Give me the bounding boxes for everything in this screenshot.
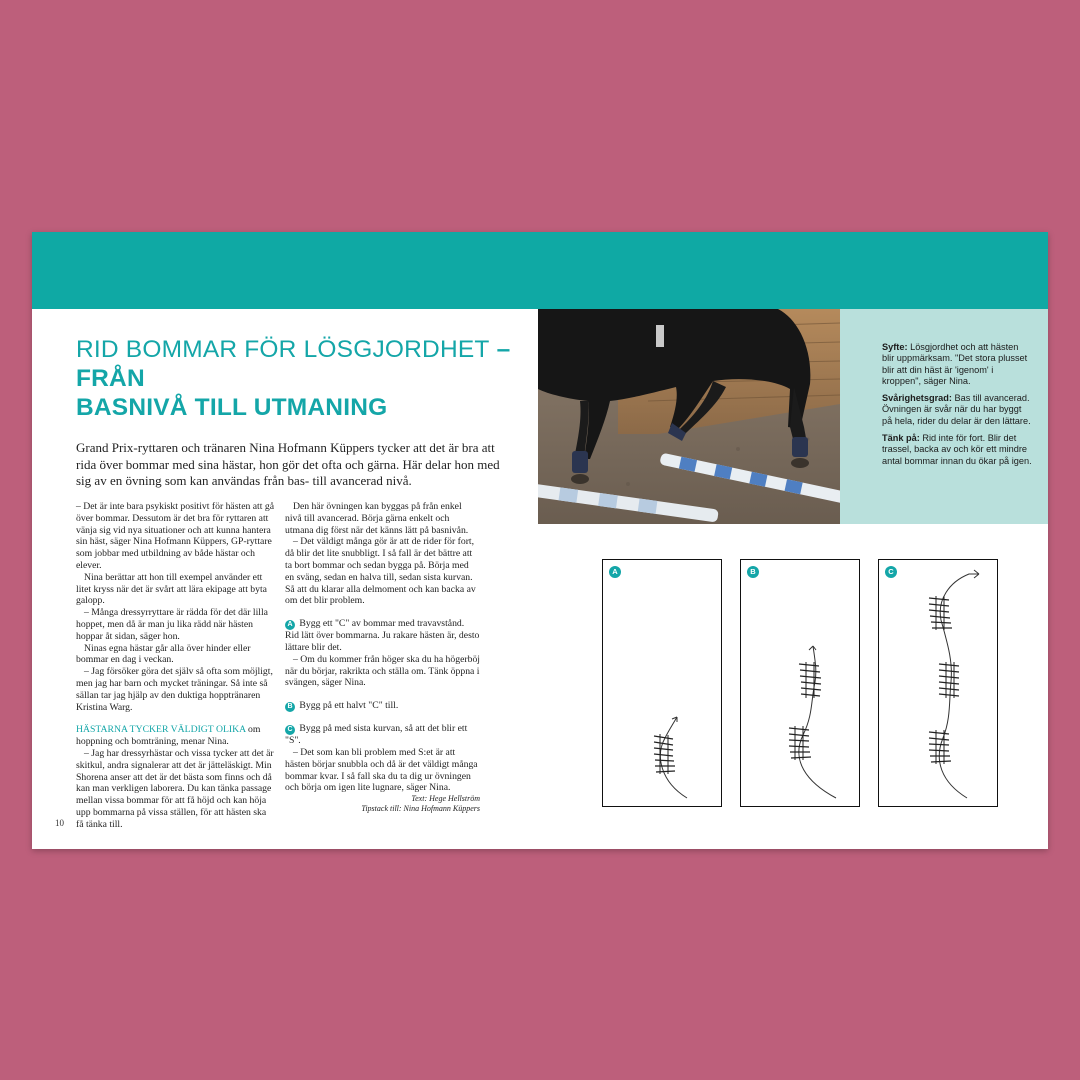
step-badge-a: A [285, 620, 295, 630]
info-svar-label: Svårighetsgrad: [882, 393, 952, 404]
step-a-text: Bygg ett "C" av bommar med travavstånd. Rid lätt över bommarna. Ju rakare hästen är, desto lättare blir det. [285, 618, 480, 653]
paragraph: – Jag försöker göra det själv så ofta som möjligt, men jag har barn och mycket träningar. Så inte så sällan tar jag hjälp av den duktiga hopptränaren Kristina Warg. [76, 666, 273, 713]
step-b-text: Bygg på ett halvt "C" till. [297, 700, 399, 712]
teal-header-band [32, 232, 1048, 309]
info-svarighetsgrad [882, 393, 1032, 427]
paragraph: – Det är inte bara psykiskt positivt för hästen att gå över bommar. Dessutom är det bra för ryttaren att vänja sig vid nya situationer och att kunna hantera sin häst, säger Nina Hofmann Küppers, GP-ryttare som jobbar med utbildning av både hästar och elever. [76, 501, 275, 571]
step-a-quote: – Om du kommer från höger ska du ha högerböj när du börjar, rakrikta och ställa om. Tänk öppna i svängen, säger Nina. [285, 653, 480, 689]
info-tank-text: Rid inte för fort. Blir det trassel, backa av och kör ett mindre antal bommar innan du ökar på igen. [882, 433, 1032, 466]
info-svar-text: Bas till avancerad. Övningen är svår när du har byggt på hela, rider du delar är den lättare. [882, 393, 1031, 426]
step-b [285, 700, 480, 712]
diagram-badge-b: B [747, 566, 759, 578]
magazine-spread [32, 232, 1048, 849]
title-bold-dash: – FRÅN [76, 336, 511, 392]
step-c [285, 723, 480, 747]
body-column-1 [76, 501, 274, 831]
credit-text: Text: Hege Hellström [411, 794, 480, 804]
credits [285, 794, 480, 814]
title-bold: BASNIVÅ TILL UTMANING [76, 394, 388, 421]
body-column-2 [285, 501, 480, 814]
step-c-text: Bygg på med sista kurvan, så att det blir ett "S". [285, 723, 468, 747]
subheading-paragraph [76, 724, 274, 748]
subheading-rest: om hoppning och bomträning, menar Nina. [76, 724, 261, 748]
diagram-a-path [603, 560, 720, 805]
diagram-c-path [879, 560, 996, 805]
paragraph: – Det väldigt många gör är att de rider för fort, då blir det lite snubbligt. I så fall är det bättre att ta bort bommar och sedan bygga på. Börja med en sväng, sedan en halva till, sedan sista kurvan. Så att du klarar alla delmoment och kan backa av om det blir problem. [285, 536, 476, 607]
horse-over-poles-photo [538, 309, 840, 524]
info-tank-label: Tänk på: [882, 433, 920, 444]
diagram-b [740, 559, 860, 807]
paragraph: Den här övningen kan byggas på från enkel nivå till avancerad. Börja gärna enkelt och utmana dig först när det känns lätt på basnivån. [285, 501, 469, 536]
article-title [76, 335, 516, 422]
paragraph: Ninas egna hästar går alla över hinder eller bommar en dag i veckan. [76, 642, 251, 666]
diagram-c [878, 559, 998, 807]
info-tank-pa [882, 433, 1032, 467]
paragraph: – Många dressyrryttare är rädda för det där lilla hoppet, men då är man ju lika rädd när hästen hoppar åt sidan, säger hon. [76, 607, 268, 642]
info-syfte [882, 342, 1032, 387]
page-number: 10 [55, 818, 64, 828]
step-badge-c: C [285, 725, 295, 735]
info-box [882, 342, 1032, 473]
info-syfte-text: Lösgjordhet och att hästen blir uppmärksam. "Det stora plusset blir att din häst är 'igenom' i kroppen", säger Nina. [882, 342, 1028, 386]
diagram-a [602, 559, 722, 807]
diagram-badge-c: C [885, 566, 897, 578]
title-light: RID BOMMAR FÖR LÖSGJORDHET [76, 336, 490, 363]
diagram-b-path [741, 560, 858, 805]
subheading-lead: HÄSTARNA TYCKER VÄLDIGT OLIKA [76, 724, 246, 736]
paragraph: – Jag har dressyrhästar och vissa tycker att det är skitkul, andra signalerar att det är jätteläskigt. Min Shorena anser att det är det bästa som finns och då kan man verkligen laborera. Du kan tänka passage mellan vissa bommar för att få höjd och kan höja upp bommarna på vissa ställen, för att hästen ska få tänka till. [76, 747, 274, 830]
step-c-quote: – Det som kan bli problem med S:et är att hästen börjar snubbla och då är det väldigt många bommar kvar. I så fall ska du ta dig ur övningen och börja om igen lite lugnare, säger Nina. [285, 746, 478, 794]
step-badge-b: B [285, 702, 295, 712]
step-a [285, 618, 480, 654]
lead-paragraph: Grand Prix-ryttaren och tränaren Nina Hofmann Küppers tycker att det är bra att rida över bommar med sina hästar, hon gör det ofta och gärna. Här delar hon med sig av en övning som kan användas från bas- till avancerad nivå. [76, 440, 500, 489]
info-syfte-label: Syfte: [882, 342, 908, 352]
credit-tips: Tipstack till: Nina Hofmann Küppers [361, 804, 480, 814]
paragraph: Nina berättar att hon till exempel använder ett litet kryss när det är svårt att lära ekipage att byta galopp. [76, 571, 267, 607]
diagram-badge-a: A [609, 566, 621, 578]
